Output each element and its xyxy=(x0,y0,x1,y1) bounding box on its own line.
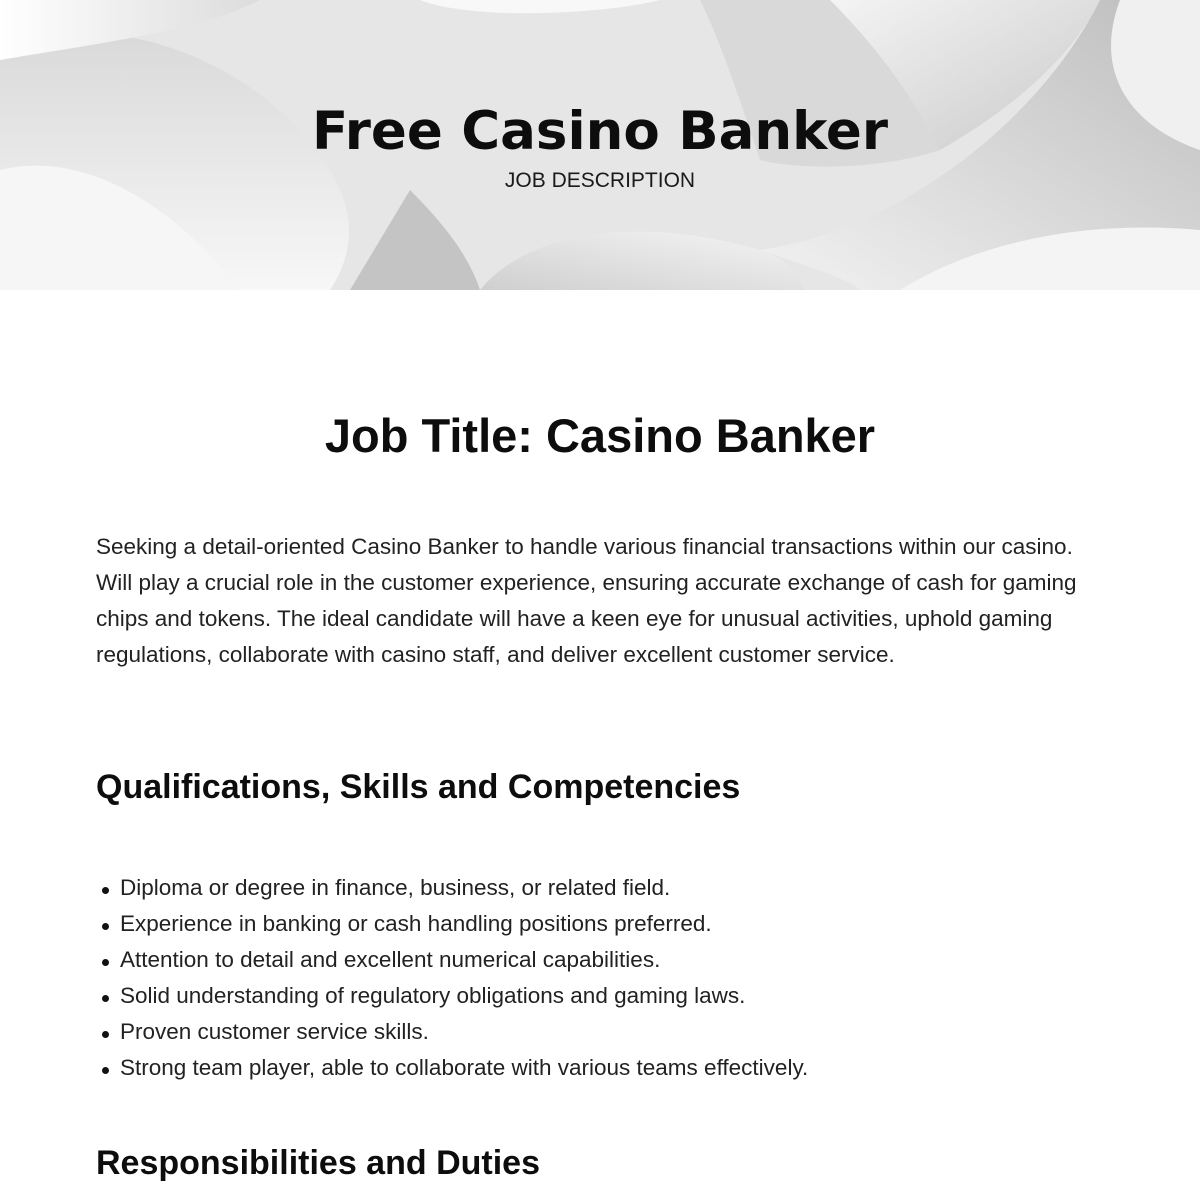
bullet-icon xyxy=(102,959,109,966)
list-item xyxy=(96,870,1106,906)
bullet-icon xyxy=(102,887,109,894)
list-item-text: Attention to detail and excellent numerical capabilities. xyxy=(120,947,661,972)
bullet-icon xyxy=(102,995,109,1002)
bullet-icon xyxy=(102,923,109,930)
header-subtitle: JOB DESCRIPTION xyxy=(504,169,696,192)
qualifications-list xyxy=(96,870,1106,1086)
job-title: Job Title: Casino Banker xyxy=(324,409,876,462)
list-item xyxy=(96,1050,1106,1086)
header-title: Free Casino Banker xyxy=(311,101,889,162)
intro-paragraph: Seeking a detail-oriented Casino Banker to handle various financial transactions within our casino. Will play a crucial role in the customer experience, ensuring accurate exchange of cash for gaming chips and tokens. The ideal candidate will have a keen eye for unusual activities, uphold gaming regulations, collaborate with casino staff, and deliver excellent customer service. xyxy=(96,534,1077,667)
list-item-text: Experience in banking or cash handling positions preferred. xyxy=(120,911,712,936)
qualifications-heading: Qualifications, Skills and Competencies xyxy=(96,768,741,806)
bullet-icon xyxy=(102,1067,109,1074)
list-item-text: Strong team player, able to collaborate with various teams effectively. xyxy=(120,1055,809,1080)
list-item xyxy=(96,1014,1106,1050)
list-item-text: Proven customer service skills. xyxy=(120,1019,429,1044)
responsibilities-heading: Responsibilities and Duties xyxy=(96,1144,540,1182)
bullet-icon xyxy=(102,1031,109,1038)
list-item xyxy=(96,942,1106,978)
list-item xyxy=(96,978,1106,1014)
list-item-text: Solid understanding of regulatory obligations and gaming laws. xyxy=(120,983,746,1008)
list-item-text: Diploma or degree in finance, business, or related field. xyxy=(120,875,671,900)
list-item xyxy=(96,906,1106,942)
